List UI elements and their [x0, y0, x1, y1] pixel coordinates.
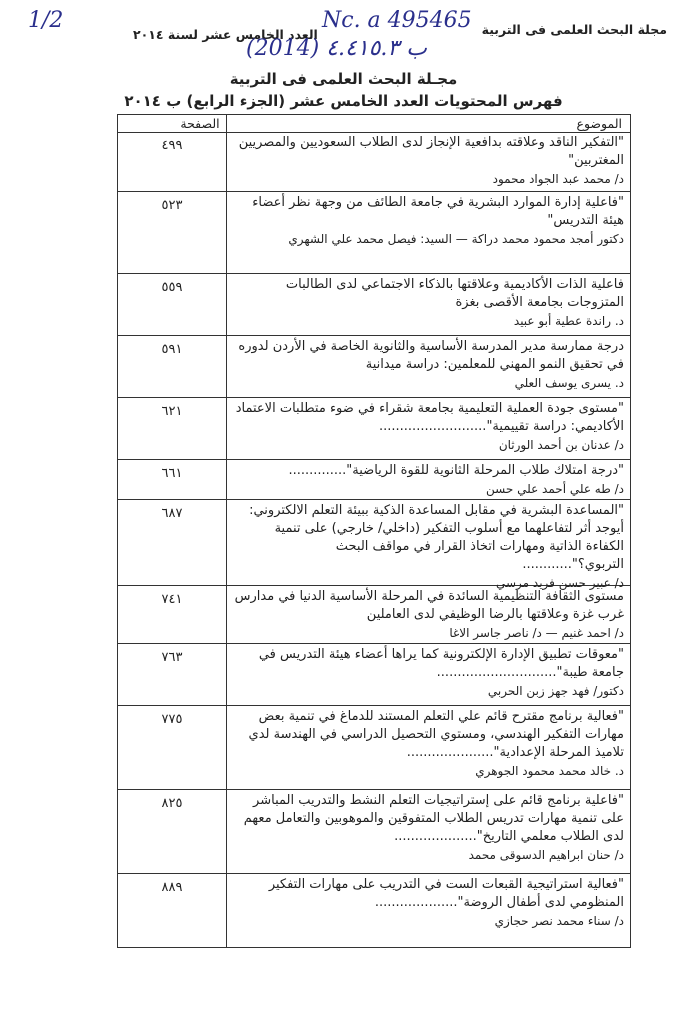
article-title: "درجة امتلاك طلاب المرحلة الثانوية للقوة الرياضية"..............: [288, 463, 624, 478]
article-author: د/ محمد عبد الجواد محمود: [492, 172, 624, 186]
article-author: د. يسرى يوسف العلي: [514, 376, 624, 390]
page-number: ٦٦١: [161, 466, 183, 481]
page-number: ٧٧٥: [161, 712, 183, 727]
page-number: ٦٨٧: [161, 506, 183, 521]
article-title: "المساعدة البشرية في مقابل المساعدة الذكية ببيئة التعلم الالكتروني: أيوجد أثر لتفاعلهما مع أسلوب التفكير (داخلي/ خارجي) على تنمية الكفاءة الذاتية ومهارات اتخاذ القرار في مواقف البحث التربوي؟"............: [249, 503, 624, 572]
page-number: ٥٢٣: [161, 198, 183, 213]
article-author: د. راندة عطية أبو عبيد: [513, 314, 624, 328]
article-title: "التفكير الناقد وعلاقته بدافعية الإنجاز لدى الطلاب السعوديين والمصريين المغتربين": [238, 135, 624, 168]
table-row: [118, 132, 630, 192]
table-row: [118, 460, 630, 500]
topic-column-header: الموضوع: [576, 116, 622, 131]
article-title: "فاعلية إدارة الموارد البشرية في جامعة الطائف من وجهة نظر أعضاء هيئة التدريس": [252, 195, 624, 228]
index-title: فهرس المحتويات العدد الخامس عشر (الجزء الرابع) ب ٢٠١٤: [124, 92, 563, 110]
contents-table: [117, 114, 631, 948]
reference-number: Nc. a 495465: [322, 8, 472, 33]
page-column-header: الصفحة: [180, 116, 220, 131]
article-title: "فاعلية برنامج قائم على إستراتيجيات التعلم النشط والتدريب المباشر على تنمية مهارات تدريس الطلاب المتفوقين والموهوبين والتعامل معهم لدى الطلاب معلمي التاريخ"....................: [243, 793, 624, 844]
article-author: د/ عبير حسن فريد مرسي: [495, 576, 624, 590]
article-title: مستوى الثقافة التنظيمية السائدة في المرحلة الأساسية الدنيا في مدارس غرب غزة وعلاقتها بالرضا الوظيفي لدى العاملين: [234, 589, 624, 622]
article-author: د. خالد محمد محمود الجوهري: [475, 764, 624, 778]
table-row: [118, 398, 630, 460]
article-author: د/ احمد غنيم — د/ ناصر جاسر الاغا: [449, 626, 624, 640]
table-row: [118, 644, 630, 706]
article-author: دكتور/ فهد جهز زبن الحربي: [487, 684, 624, 698]
article-title: "مستوى جودة العملية التعليمية بجامعة شقراء في ضوء متطلبات الاعتماد الأكاديمي: دراسة تقييمية"..........................: [235, 401, 624, 434]
page-number: ٨٨٩: [161, 880, 183, 895]
table-row: [118, 874, 630, 947]
page-mark: 1/2: [28, 8, 64, 33]
journal-short-name: مجلة البحث العلمى فى التربية: [481, 22, 667, 37]
article-author: د/ طه علي أحمد علي حسن: [486, 482, 624, 496]
table-row: [118, 274, 630, 336]
article-title: فاعلية الذات الأكاديمية وعلاقتها بالذكاء الاجتماعي لدى الطالبات المتزوجات بجامعة الأقصى بغزة: [285, 277, 624, 310]
article-title: درجة ممارسة مدير المدرسة الأساسية والثانوية الخاصة في الأردن لدوره في تحقيق النمو المهني للمعلمين: دراسة ميدانية: [238, 339, 624, 372]
page-number: ٨٢٥: [161, 796, 183, 811]
article-author: د/ عدنان بن أحمد الورثان: [498, 438, 624, 452]
table-row: [118, 500, 630, 590]
page-number: ٦٢١: [161, 404, 183, 419]
article-title: "فعالية استراتيجية القبعات الست في التدريب على مهارات التفكير المنظومي لدى أطفال الروضة"....................: [268, 877, 624, 910]
table-row: [118, 790, 630, 874]
handwritten-date: (2014) ب ٤.٤١٥.٣: [246, 36, 427, 61]
page-number: ٥٥٩: [161, 280, 183, 295]
table-row: [118, 192, 630, 274]
table-header: [118, 115, 630, 133]
page-number: ٧٦٣: [161, 650, 183, 665]
journal-title: مجـلة البحث العلمى فى التربية: [229, 70, 458, 88]
table-row: [118, 586, 630, 644]
article-title: "معوقات تطبيق الإدارة الإلكترونية كما يراها أعضاء هيئة التدريس في جامعة طيبة".............................: [258, 647, 624, 680]
article-title: "فعالية برنامج مقترح قائم علي التعلم المستند للدماغ في تنمية بعض مهارات التفكير الهندسي، ومستوي التحصيل الدراسي في الهندسة لدي تلاميذ المرحلة الإعدادية".....................: [248, 709, 624, 760]
article-author: د/ حنان ابراهيم الدسوقى محمد: [468, 848, 624, 862]
page-number: ٤٩٩: [161, 138, 183, 153]
table-row: [118, 336, 630, 398]
page-number: ٥٩١: [161, 342, 183, 357]
table-row: [118, 706, 630, 790]
page-number: ٧٤١: [161, 592, 183, 607]
article-author: د/ سناء محمد نصر حجازي: [494, 914, 624, 928]
issue-line: العدد الخامس عشر لسنة ٢٠١٤: [133, 27, 318, 42]
article-author: دكتور أمجد محمود محمد دراكة — السيد: فيصل محمد علي الشهري: [288, 232, 624, 246]
